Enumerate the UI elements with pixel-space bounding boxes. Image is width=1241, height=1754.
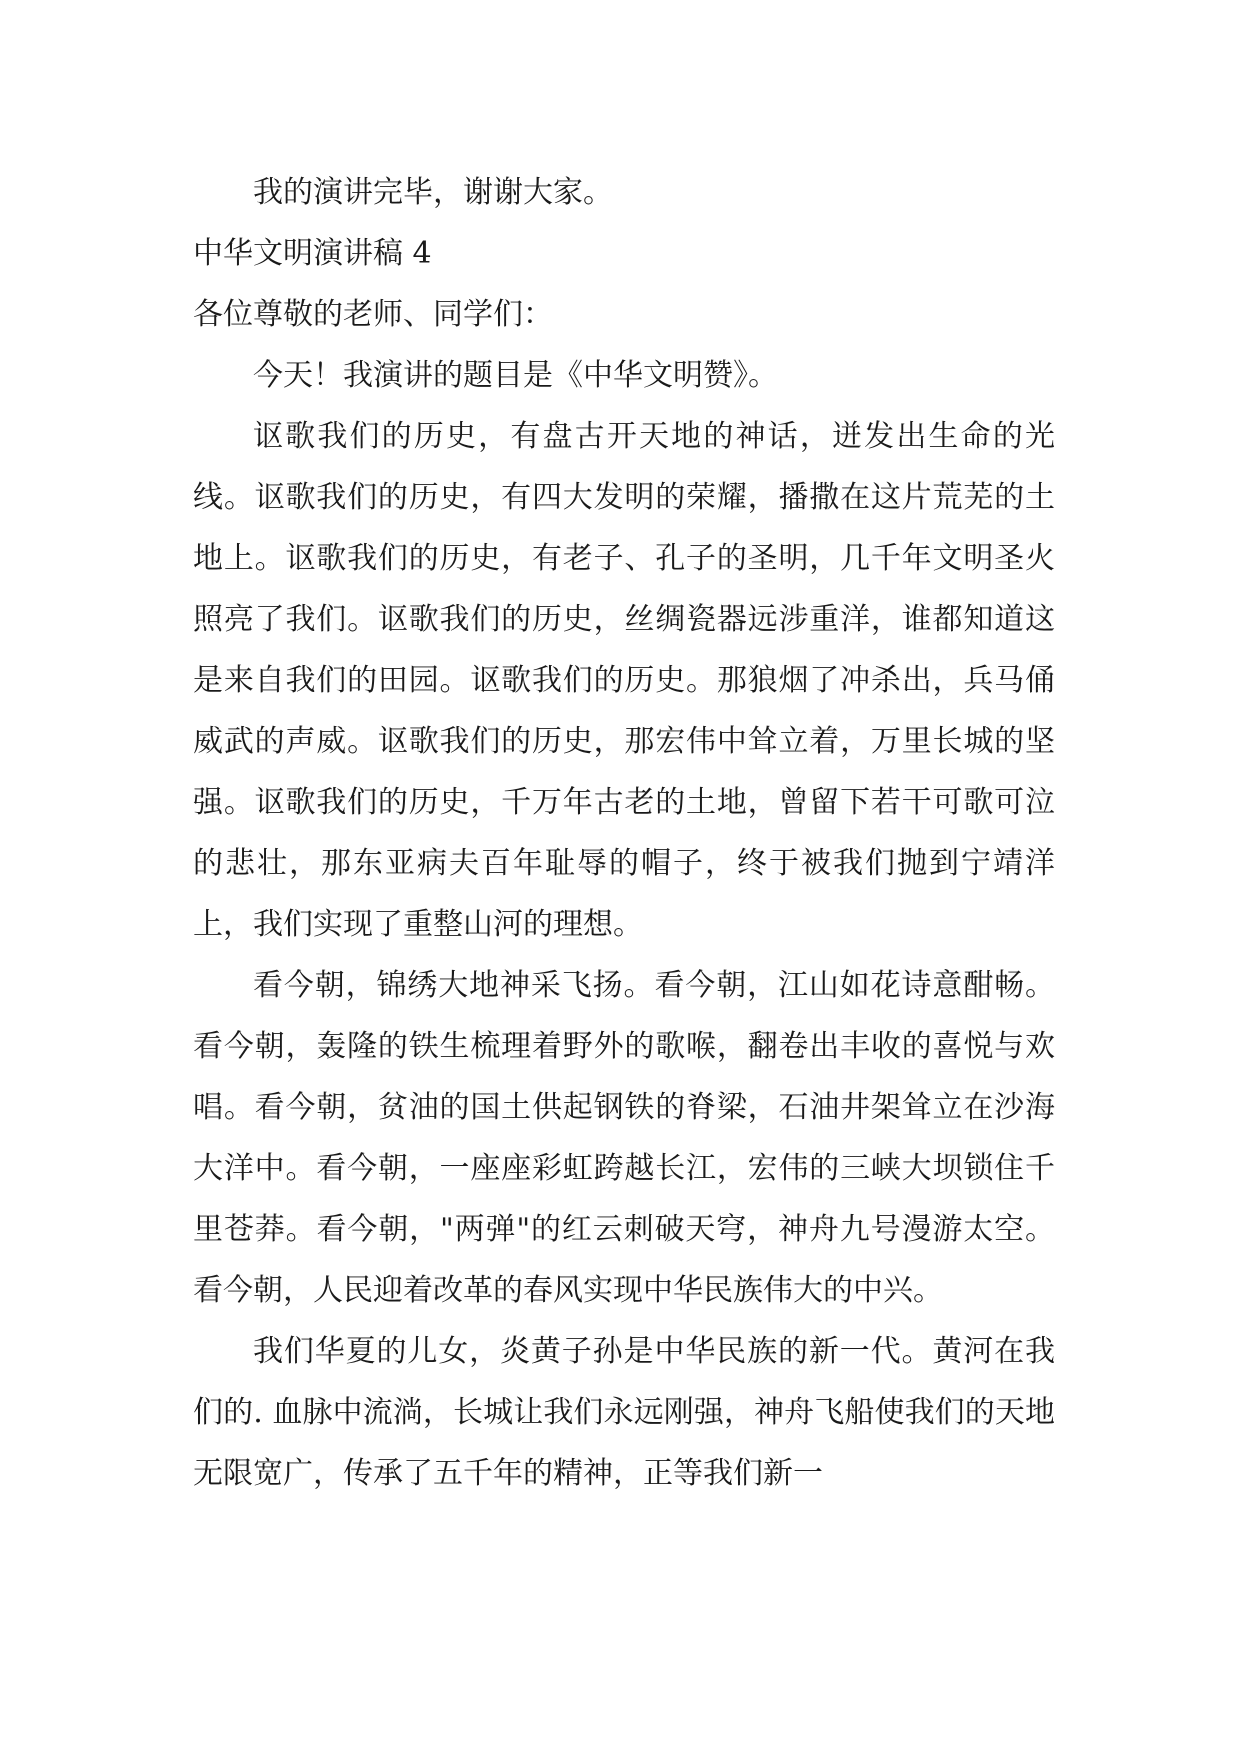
document-body <box>193 162 1055 1504</box>
paragraph-history: 讴歌我们的历史，有盘古开天地的神话，迸发出生命的光线。讴歌我们的历史，有四大发明的荣耀，播撒在这片荒芜的土地上。讴歌我们的历史，有老子、孔子的圣明，几千年文明圣火照亮了我们。讴歌我们的历史，丝绸瓷器远涉重洋，谁都知道这是来自我们的田园。讴歌我们的历史。那狼烟了冲杀出，兵马俑威武的声威。讴歌我们的历史，那宏伟中耸立着，万里长城的坚强。讴歌我们的历史，千万年古老的土地，曾留下若干可歌可泣的悲壮，那东亚病夫百年耻辱的帽子，终于被我们抛到宁靖洋上，我们实现了重整山河的理想。 <box>193 419 1055 942</box>
paragraph-descendants: 我们华夏的儿女，炎黄子孙是中华民族的新一代。黄河在我们的. 血脉中流淌，长城让我们永远刚强，神舟飞船使我们的天地无限宽广，传承了五千年的精神，正等我们新一 <box>193 1334 1055 1491</box>
paragraph-topic: 今天！我演讲的题目是《中华文明赞》。 <box>253 358 778 393</box>
closing-line: 我的演讲完毕，谢谢大家。 <box>253 175 613 210</box>
paragraph-today: 看今朝，锦绣大地神采飞扬。看今朝，江山如花诗意酣畅。看今朝，轰隆的铁生梳理着野外的歌喉，翻卷出丰收的喜悦与欢唱。看今朝，贫油的国土供起钢铁的脊梁，石油井架耸立在沙海大洋中。看今朝，一座座彩虹跨越长江，宏伟的三峡大坝锁住千里苍莽。看今朝，"两弹"的红云刺破天穹，神舟九号漫游太空。看今朝，人民迎着改革的春风实现中华民族伟大的中兴。 <box>193 968 1055 1308</box>
section-title: 中华文明演讲稿 4 <box>193 236 432 271</box>
salutation: 各位尊敬的老师、同学们： <box>193 297 553 332</box>
